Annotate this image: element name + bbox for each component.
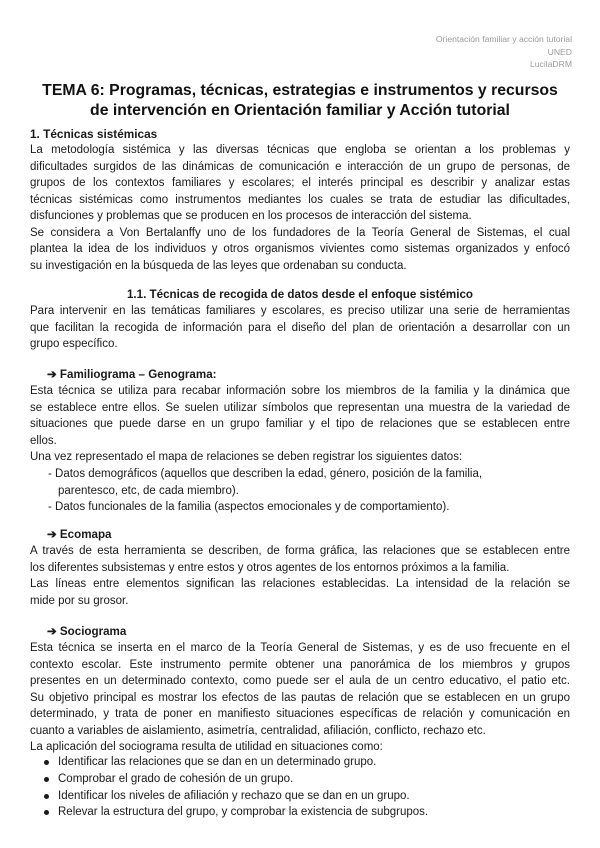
header-author: LucilaDRM bbox=[529, 59, 572, 69]
paragraph-sociograma bbox=[30, 640, 570, 756]
paragraph-intervenir bbox=[30, 303, 570, 353]
text-line: grupos de los contextos familiares y escolares; el interés principal es describir y analizar estas bbox=[30, 177, 570, 189]
text-line: La aplicación del sociograma resulta de utilidad en situaciones como: bbox=[30, 741, 383, 753]
text-line: ellos. bbox=[30, 434, 57, 447]
dash-item-continuation: parentesco, etc, de cada miembro). bbox=[58, 484, 239, 497]
text-line: presentes en un determinado contexto, como puede ser el aula de un centro educativo, el patio etc. bbox=[30, 675, 570, 687]
heading-familiograma: ➔ Familiograma – Genograma: bbox=[47, 368, 217, 381]
bullet-icon bbox=[44, 810, 49, 815]
text-line: Esta técnica se inserta en el marco de la Teoría General de Sistemas, y es de uso frecuente en el bbox=[30, 642, 570, 654]
title-line-2: de intervención en Orientación familiar y Acción tutorial bbox=[90, 102, 510, 119]
text-line: A través de esta herramienta se describen, de forma gráfica, las relaciones que se establecen entre bbox=[30, 545, 570, 557]
bullet-icon bbox=[44, 777, 49, 782]
text-line: dificultades surgidos de las dinámicas de comunicación e interacción de un grupo de personas, de bbox=[30, 160, 570, 173]
heading-sociograma: ➔ Sociograma bbox=[47, 625, 127, 638]
list-item-text: Comprobar el grado de cohesión de un grupo. bbox=[58, 772, 294, 785]
header-course: Orientación familiar y acción tutorial bbox=[435, 34, 572, 44]
text-line: disfunciones y problemas que se producen en los procesos de interacción del sistema. bbox=[30, 210, 472, 222]
text-line: Las líneas entre elementos significan las relaciones establecidas. La intensidad de la relación se bbox=[30, 578, 570, 590]
text-line: plantea la idea de los individuos y otros organismos vivientes como sistemas organizados y enfocó bbox=[30, 243, 570, 255]
text-line: situaciones que puede darse en un grupo familiar y el tipo de relaciones que se establecen entre bbox=[30, 418, 570, 430]
section-heading-tecnicas-sistemicas: 1. Técnicas sistémicas bbox=[30, 127, 158, 141]
bullet-icon bbox=[44, 794, 49, 799]
bullet-icon bbox=[44, 760, 49, 765]
title-line-1: TEMA 6: Programas, técnicas, estrategias e instrumentos y recursos bbox=[42, 82, 558, 99]
text-line: mide por su grosor. bbox=[30, 594, 129, 607]
datos-list bbox=[48, 466, 570, 516]
text-line: Una vez representado el mapa de relaciones se deben registrar los siguientes datos: bbox=[30, 451, 463, 463]
text-line: Su objetivo principal es mostrar los efectos de las pautas de relación que se establecen en un grupo bbox=[30, 691, 570, 704]
document-title bbox=[20, 81, 580, 121]
list-item-text: Relevar la estructura del grupo, y comprobar la existencia de subgrupos. bbox=[58, 806, 429, 819]
paragraph-metodologia bbox=[30, 142, 570, 274]
header-university: UNED bbox=[547, 46, 572, 57]
paragraph-familiograma bbox=[30, 383, 570, 466]
list-item-text: Identificar los niveles de afiliación y rechazo que se dan en un grupo. bbox=[58, 789, 410, 802]
list-item bbox=[44, 771, 574, 788]
text-line: La metodología sistémica y las diversas técnicas que engloba se orientan a los problemas y bbox=[30, 144, 570, 156]
list-item bbox=[44, 804, 574, 821]
subsection-heading-recogida-datos: 1.1. Técnicas de recogida de datos desde el enfoque sistémico bbox=[126, 288, 473, 301]
text-line: Esta técnica se utiliza para recabar información sobre los miembros de la familia y la dinámica que bbox=[30, 385, 570, 397]
list-item bbox=[44, 754, 574, 771]
list-item-text: Identificar las relaciones que se dan en un determinado grupo. bbox=[58, 756, 377, 768]
dash-item-funcionales: - Datos funcionales de la familia (aspectos emocionales y de comportamiento). bbox=[48, 501, 450, 513]
list-item bbox=[44, 788, 574, 805]
page-header bbox=[436, 33, 572, 71]
dash-item-demograficos: - Datos demográficos (aquellos que describen la edad, género, posición de la familia, bbox=[48, 468, 483, 480]
text-line: grupo específico. bbox=[30, 338, 118, 350]
paragraph-ecomapa bbox=[30, 543, 570, 609]
text-line: los diferentes subsistemas y entre estos y otros agentes de los entornos próximos a la familia. bbox=[30, 561, 510, 574]
text-line: Se considera a Von Bertalanffy uno de los fundadores de la Teoría General de Sistemas, el cual bbox=[30, 226, 570, 239]
text-line: técnicas sistémicas como instrumentos mediantes los cuales se trata de estudiar las dificultades, bbox=[30, 193, 570, 206]
text-line: se establece entre ellos. Se suelen utilizar símbolos que representan una muestra de la variedad de bbox=[30, 401, 570, 414]
text-line: que facilitan la recogida de información para el diseño del plan de orientación a desarrollar con un bbox=[30, 321, 570, 334]
sociograma-uses-list bbox=[44, 754, 574, 821]
heading-ecomapa: ➔ Ecomapa bbox=[47, 528, 112, 541]
text-line: contexto escolar. Este instrumento permite obtener una panorámica de los miembros y grupos bbox=[30, 658, 570, 671]
text-line: su investigación en la búsqueda de las leyes que ordenaban su conducta. bbox=[30, 259, 407, 272]
text-line: cuanto a variables de aislamiento, asimetría, centralidad, afiliación, conflicto, rechazo etc. bbox=[30, 724, 486, 737]
text-line: determinado, y trata de poner en manifiesto situaciones específicas de relación y comunicación en bbox=[30, 708, 570, 720]
text-line: Para intervenir en las temáticas familiares y escolares, es preciso utilizar una serie de herramientas bbox=[30, 305, 570, 317]
